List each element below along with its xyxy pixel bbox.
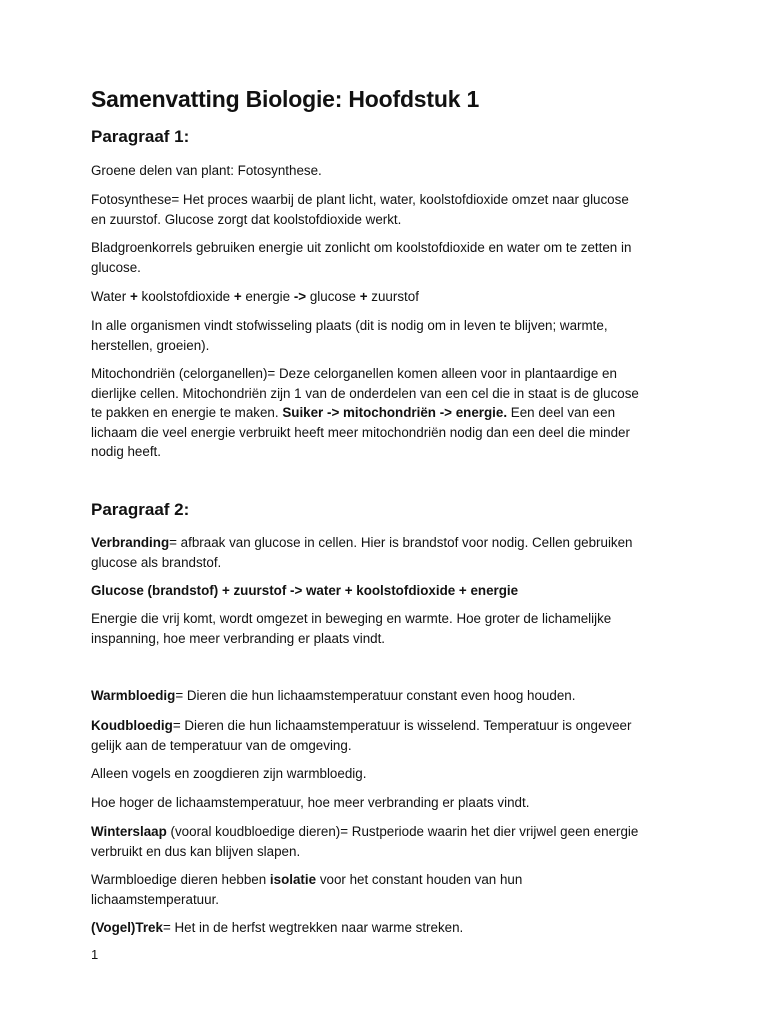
- eq-term: Water: [91, 289, 127, 304]
- eq-term: zuurstof: [371, 289, 419, 304]
- text-line: dierlijke cellen. Mitochondriën zijn 1 van de onderdelen van een cel die in staat is de glucose: [91, 385, 639, 401]
- definition-text: = Dieren die hun lichaamstemperatuur is wisselend. Temperatuur is ongeveer: [172, 718, 632, 733]
- text-span: voor het constant houden van hun: [319, 872, 523, 887]
- text-line: [91, 533, 691, 553]
- text-line: [91, 870, 691, 890]
- definition-text: = afbraak van glucose in cellen. Hier is brandstof voor nodig. Cellen gebruiken: [169, 535, 633, 550]
- definition-text: = Het in de herfst wegtrekken naar warme streken.: [162, 920, 464, 935]
- paragraph-vogels: Alleen vogels en zoogdieren zijn warmbloedig.: [91, 766, 367, 781]
- paragraph-stofwisseling: [91, 316, 691, 355]
- text-line: Fotosynthese= Het proces waarbij de plant licht, water, koolstofdioxide omzet naar glucose: [91, 192, 629, 207]
- term-warmbloedig: Warmbloedig: [91, 688, 176, 703]
- combustion-equation: [91, 581, 691, 601]
- text-line: glucose als brandstof.: [91, 554, 222, 570]
- eq-term: koolstofdioxide: [141, 289, 231, 304]
- paragraph-groene-delen: Groene delen van plant: Fotosynthese.: [91, 163, 322, 178]
- paragraph-fotosynthese: [91, 190, 691, 229]
- definition-text: = Dieren die hun lichaamstemperatuur constant even hoog houden.: [175, 688, 576, 703]
- eq-term: energie: [245, 289, 291, 304]
- paragraph-warmbloedig: [91, 686, 691, 706]
- term-koudbloedig: Koudbloedig: [91, 718, 173, 733]
- text-line: verbruikt en dus kan blijven slapen.: [91, 843, 301, 859]
- paragraph-bladgroenkorrels: [91, 238, 691, 277]
- eq-term: glucose: [309, 289, 356, 304]
- bold-equation: Glucose (brandstof) + zuurstof -> water + koolstofdioxide + energie: [91, 583, 519, 598]
- text-line: inspanning, hoe meer verbranding er plaats vindt.: [91, 630, 386, 646]
- text-line: en zuurstof. Glucose zorgt dat koolstofdioxide werkt.: [91, 211, 402, 227]
- paragraph-isolatie: [91, 870, 691, 909]
- paragraph-verbranding: [91, 533, 691, 572]
- term-vogeltrek: (Vogel)Trek: [91, 920, 163, 935]
- paragraph-mitochondrien: [91, 364, 691, 462]
- text-line: [91, 716, 691, 736]
- text-span: te pakken en energie te maken.: [91, 405, 279, 421]
- page-number: 1: [91, 947, 99, 962]
- term-verbranding: Verbranding: [91, 535, 170, 550]
- text-line: gelijk aan de temperatuur van de omgeving.: [91, 737, 352, 753]
- text-line: [91, 822, 691, 842]
- text-line: [91, 403, 691, 423]
- text-span: Een deel van een: [510, 405, 616, 421]
- text-span: Warmbloedige dieren hebben: [91, 872, 267, 887]
- section-heading-paragraaf-2: Paragraaf 2:: [91, 500, 190, 519]
- bold-text: Suiker -> mitochondriën -> energie.: [282, 405, 508, 421]
- text-line: lichaamstemperatuur.: [91, 891, 220, 907]
- document-title: Samenvatting Biologie: Hoofdstuk 1: [91, 86, 480, 112]
- text-line: lichaam die veel energie verbruikt heeft meer mitochondriën nodig dan een deel die minder: [91, 424, 630, 440]
- text-line: glucose.: [91, 259, 141, 275]
- text-line: herstellen, groeien).: [91, 337, 210, 353]
- term-isolatie: isolatie: [269, 872, 317, 887]
- paragraph-hoger: Hoe hoger de lichaamstemperatuur, hoe meer verbranding er plaats vindt.: [91, 795, 530, 810]
- paragraph-winterslaap: [91, 822, 691, 861]
- text-line: Energie die vrij komt, wordt omgezet in beweging en warmte. Hoe groter de lichamelijke: [91, 611, 612, 626]
- photosynthesis-equation: [91, 287, 691, 307]
- eq-operator: +: [233, 289, 242, 304]
- eq-arrow: ->: [293, 289, 307, 304]
- eq-operator: +: [359, 289, 368, 304]
- text-line: Bladgroenkorrels gebruiken energie uit zonlicht om koolstofdioxide en water om te zetten in: [91, 240, 632, 255]
- eq-operator: +: [129, 289, 138, 304]
- paragraph-vogeltrek: [91, 918, 691, 938]
- term-winterslaap: Winterslaap: [91, 824, 167, 839]
- paragraph-energie: [91, 609, 691, 648]
- section-heading-paragraaf-1: Paragraaf 1:: [91, 127, 190, 146]
- definition-text: (vooral koudbloedige dieren)= Rustperiode waarin het dier vrijwel geen energie: [170, 824, 639, 839]
- text-line: nodig heeft.: [91, 444, 161, 460]
- paragraph-koudbloedig: [91, 716, 691, 755]
- text-line: In alle organismen vindt stofwisseling plaats (dit is nodig om in leven te blijven; warmte,: [91, 318, 608, 333]
- text-line: Mitochondriën (celorganellen)= Deze celorganellen komen alleen voor in plantaardige en: [91, 366, 617, 381]
